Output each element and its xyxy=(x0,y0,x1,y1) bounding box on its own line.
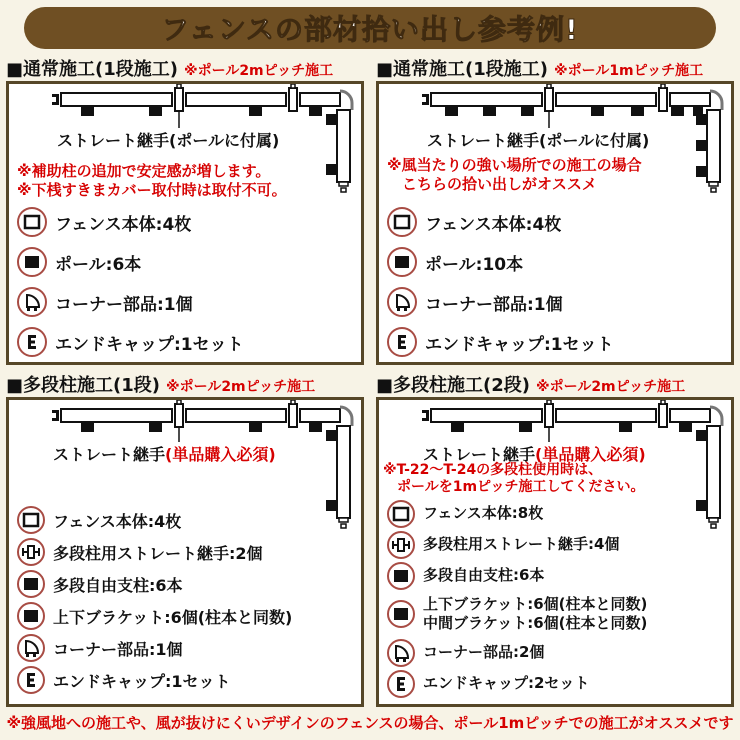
section-heading xyxy=(376,55,734,79)
end-cap-glyph xyxy=(422,410,429,421)
part-row-fence: フェンス本体:8枚 xyxy=(387,498,727,529)
section-pitch-note: ※ポール2mピッチ施工 xyxy=(535,379,686,395)
caution-note: ※風当たりの強い場所での施工の場合 こちらの拾い出しがオススメ xyxy=(387,156,642,193)
fence-panel-icon xyxy=(17,506,45,534)
joint-label: ストレート継手(ポールに付属) xyxy=(427,131,650,150)
page-title: フェンスの部材拾い出し参考例! xyxy=(161,13,579,46)
section-title: ■多段柱施工(1段) xyxy=(6,375,160,396)
part-row-endcap: エンドキャップ:1セット xyxy=(17,322,357,362)
caution-note: ※T-22〜T-24の多段柱使用時は、 ポールを1mピッチ施工してください。 xyxy=(383,462,645,495)
section-pitch-note: ※ポール1mピッチ施工 xyxy=(553,63,704,79)
section-panel xyxy=(6,397,364,707)
pole-icon xyxy=(17,570,45,598)
bracket-icon xyxy=(387,600,415,628)
section-pitch-note: ※ポール2mピッチ施工 xyxy=(165,379,316,395)
end-cap-glyph xyxy=(422,94,429,105)
corner-part-icon xyxy=(387,287,417,317)
part-row-bracket: 上下ブラケット:6個(柱本と同数) xyxy=(17,600,357,632)
section-normal-2m-pitch xyxy=(6,55,364,365)
section-multipost-1dan xyxy=(6,371,364,707)
fence-panel-icon xyxy=(387,207,417,237)
section-panel xyxy=(6,81,364,365)
part-row-corner: コーナー部品:1個 xyxy=(387,282,727,322)
part-row-multipost-joint: 多段柱用ストレート継手:4個 xyxy=(387,529,727,560)
joint-label: ストレート継手(単品購入必須) xyxy=(53,445,276,464)
corner-part-icon xyxy=(17,634,45,662)
section-panel xyxy=(376,81,734,365)
multi-post-joint-icon xyxy=(17,538,45,566)
part-row-endcap: エンドキャップ:1セット xyxy=(17,664,357,696)
part-row-free-post: 多段自由支柱:6本 xyxy=(17,568,357,600)
section-normal-1m-pitch xyxy=(376,55,734,365)
corner-part-icon xyxy=(17,287,47,317)
pole-icon xyxy=(387,562,415,590)
section-title: ■通常施工(1段施工) xyxy=(376,59,548,80)
section-pitch-note: ※ポール2mピッチ施工 xyxy=(183,63,334,79)
joint-label: ストレート継手(ポールに付属) xyxy=(57,131,280,150)
parts-list xyxy=(17,504,357,696)
parts-list xyxy=(17,202,357,362)
end-cap-icon xyxy=(387,327,417,357)
part-row-pole: ポール:10本 xyxy=(387,242,727,282)
section-panel xyxy=(376,397,734,707)
parts-list xyxy=(387,498,727,699)
parts-list xyxy=(387,202,727,362)
pole-icon xyxy=(387,247,417,277)
footer-caution-note: ※強風地への施工や、風が抜けにくいデザインのフェンスの場合、ポール1mピッチでの施工がオススメです xyxy=(6,714,734,732)
pole-icon xyxy=(17,247,47,277)
end-cap-glyph xyxy=(52,94,59,105)
part-row-pole: ポール:6本 xyxy=(17,242,357,282)
end-cap-icon xyxy=(17,327,47,357)
end-cap-icon xyxy=(387,670,415,698)
part-row-endcap: エンドキャップ:1セット xyxy=(387,322,727,362)
end-cap-icon xyxy=(17,666,45,694)
part-row-endcap: エンドキャップ:2セット xyxy=(387,668,727,699)
section-heading xyxy=(376,371,734,395)
part-row-corner: コーナー部品:1個 xyxy=(17,282,357,322)
section-title: ■通常施工(1段施工) xyxy=(6,59,178,80)
part-row-fence: フェンス本体:4枚 xyxy=(17,202,357,242)
part-row-corner: コーナー部品:1個 xyxy=(17,632,357,664)
part-row-corner: コーナー部品:2個 xyxy=(387,637,727,668)
end-cap-glyph xyxy=(52,410,59,421)
part-row-fence: フェンス本体:4枚 xyxy=(17,504,357,536)
fence-panel-icon xyxy=(17,207,47,237)
caution-note: ※補助柱の追加で安定感が増します。 ※下桟すきまカバー取付時は取付不可。 xyxy=(17,162,287,199)
part-row-free-post: 多段自由支柱:6本 xyxy=(387,560,727,591)
section-title: ■多段柱施工(2段) xyxy=(376,375,530,396)
multi-post-joint-icon xyxy=(387,531,415,559)
joint-label: ストレート継手(単品購入必須) xyxy=(423,445,646,464)
title-banner xyxy=(24,7,716,49)
fence-panel-icon xyxy=(387,500,415,528)
section-multipost-2dan xyxy=(376,371,734,707)
bracket-icon xyxy=(17,602,45,630)
corner-part-icon xyxy=(387,639,415,667)
section-heading xyxy=(6,55,364,79)
part-row-multipost-joint: 多段柱用ストレート継手:2個 xyxy=(17,536,357,568)
section-heading xyxy=(6,371,364,395)
part-row-brackets: 上下ブラケット:6個(柱本と同数) 中間ブラケット:6個(柱本と同数) xyxy=(387,591,727,637)
part-row-fence: フェンス本体:4枚 xyxy=(387,202,727,242)
